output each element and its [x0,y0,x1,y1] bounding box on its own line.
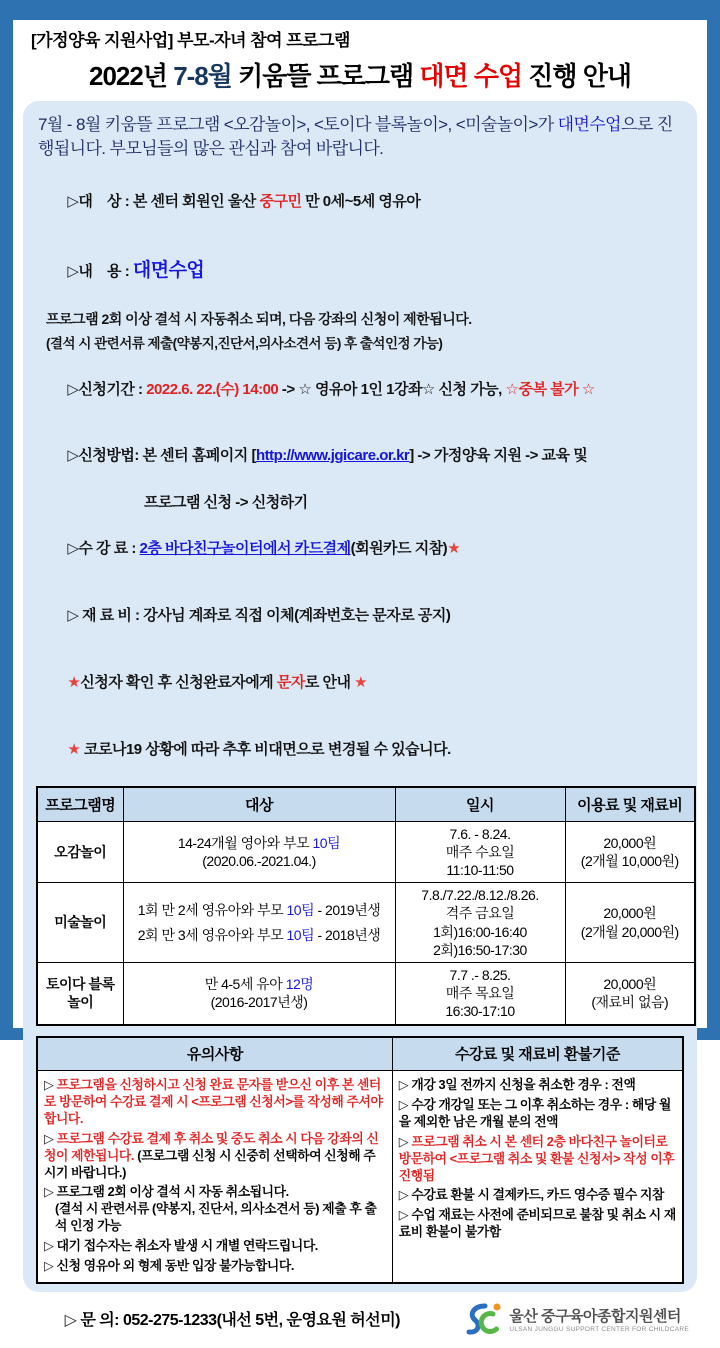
table-row [37,963,695,1025]
schedule-line: 2회)16:50-17:30 [433,941,527,958]
birth-range: (2020.06.-2021.04.) [202,852,316,869]
triangle-bullet-icon: ▷ [67,192,79,210]
program-target [123,821,395,883]
logo-text-block [509,1305,689,1333]
program-schedule [395,883,565,963]
list-item [399,1134,676,1185]
triangle-bullet-icon: ▷ [44,1077,57,1093]
notice-table-header-row [37,1037,683,1071]
target-line [38,171,684,232]
program-schedule [395,963,565,1025]
fee-label: 수 강 료 : [78,540,140,558]
period-arrow: -> [278,380,299,398]
program-fee [565,883,695,963]
triangle-bullet-icon: ▷ [67,607,79,624]
target-post: 만 0세~5세 영유아 [301,192,421,210]
fee-line: (2개월 10,000원) [580,852,679,869]
material-text: 강사님 계좌로 직접 이체(계좌번호는 문자로 공지) [143,607,451,624]
target-district: 중구민 [259,192,302,210]
schedule-line: 7.7 .- 8.25. [449,967,511,984]
triangle-bullet-icon: ▷ [67,263,79,281]
notice-text: 대기 접수자는 취소자 발생 시 개별 연락드립니다. [56,1238,318,1254]
column-header-target: 대상 [123,787,395,821]
notice-text-red: 프로그램을 신청하시고 신청 완료 문자를 받으신 이후 본 센터로 방문하여 수강료 결제 시 <프로그램 신청서>를 작성해 주셔야 합니다. [44,1077,386,1126]
method-line-2: 프로그램 신청 -> 신청하기 [144,493,308,511]
target-text: 14-24개월 영아와 부모 [177,834,313,851]
org-name-english: ULSAN JUNGGU SUPPORT CENTER FOR CHILDCARE [509,1325,689,1333]
column-header-program: 프로그램명 [37,787,123,821]
schedule-line: 7.8./7.22./8.12./8.26. [421,887,539,904]
notice-text: 수업 재료는 사전에 준비되므로 불참 및 취소 시 재료비 환불이 불가함 [398,1207,676,1240]
intro-paragraph [38,113,682,161]
schedule-line: 16:30-17:10 [445,1003,515,1020]
notice-subtext: (결석 시 관련서류 (약봉지, 진단서, 의사소견서 등) 제출 후 출석 인정 가능 [55,1201,377,1234]
column-header-schedule: 일시 [395,787,565,821]
column-header-notice: 유의사항 [37,1037,392,1071]
program-table-header-row [37,787,695,821]
triangle-bullet-icon: ▷ [44,1184,57,1200]
schedule-line: 매주 수요일 [445,843,515,860]
program-target [123,963,395,1025]
list-item [44,1131,386,1182]
center-logo-icon [463,1301,503,1337]
column-header-fee: 이용료 및 재료비 [565,787,695,821]
program-name: 토이다 블록놀이 [37,963,123,1025]
refund-list [392,1071,683,1283]
list-item [44,1184,386,1235]
team-count: 10팀 [286,926,315,943]
program-target [123,883,395,963]
list-item [44,1238,386,1255]
team-count: 12명 [285,976,314,993]
schedule-line: 1회)16:00-16:40 [433,923,527,940]
list-item [399,1097,676,1131]
schedule-line: 7.6. - 8.24. [449,825,511,842]
page-title [31,56,689,93]
schedule-line: 11:10-11:50 [446,861,514,878]
period-datetime: 2022.6. 22.(수) 14:00 [146,380,279,398]
list-item [399,1077,676,1094]
notice-table [36,1036,684,1284]
triangle-bullet-icon: ▷ [398,1097,412,1113]
document-subtitle: [가정양육 지원사업] 부모-자녀 참여 프로그램 [31,31,350,50]
triangle-bullet-icon: ▷ [67,380,79,398]
contact-line [33,1289,400,1348]
title-program: 키움뜰 프로그램 [231,61,420,91]
schedule-line: 격주 금요일 [445,905,515,922]
title-tail: 진행 안내 [522,61,631,91]
document-header [23,24,697,99]
title-months: 7-8월 [173,61,232,91]
content-line [38,238,684,304]
method-post: ] -> 가정양육 지원 -> 교육 및 [409,447,588,465]
triangle-bullet-icon: ▷ [44,1130,57,1146]
program-fee [565,821,695,883]
target-text: - 2018년생 [314,926,381,943]
intro-highlight: 대면수업 [557,115,621,134]
sms-line [38,653,684,714]
program-name: 오감놀이 [37,821,123,883]
notice-text: 수강 개강일 또는 그 이후 취소하는 경우 : 해당 월을 제외한 남은 개월 분의 전액 [398,1097,671,1129]
team-count: 10팀 [312,834,341,851]
payment-place-link[interactable]: 2층 바다친구놀이터에서 카드결제 [139,540,351,558]
covid-text: 코로나19 상황에 따라 추후 비대면으로 변경될 수 있습니다. [83,740,451,758]
fee-line: (2개월 20,000원) [580,923,679,940]
fee-line: 20,000원 [603,976,657,993]
triangle-bullet-icon: ▷ [64,1312,81,1330]
notice-text-red: 프로그램 수강료 결제 후 취소 및 중도 취소 시 다음 강좌의 신청이 제한됩니다. [44,1130,379,1163]
title-year: 2022년 [89,61,174,91]
schedule-line: 매주 목요일 [445,985,515,1002]
period-line [38,359,684,420]
target-pre: 본 센터 회원인 울산 [132,192,260,210]
star-icon: ★ [354,673,368,691]
fee-line: 20,000원 [603,905,657,922]
period-no-duplicate: ☆중복 불가 ☆ [505,380,595,398]
triangle-bullet-icon: ▷ [398,1077,412,1093]
program-table [36,786,696,1026]
triangle-bullet-icon: ▷ [44,1238,57,1254]
triangle-bullet-icon: ▷ [398,1133,412,1149]
list-item [399,1207,676,1241]
program-schedule [395,821,565,883]
notice-text: 신청 영유아 외 형제 동반 입장 불가능합니다. [56,1258,295,1274]
team-count: 10팀 [286,902,315,919]
material-line [38,586,684,647]
target-text: 만 4-5세 유아 [204,976,286,993]
notice-text: 수강료 환불 시 결제카드, 카드 영수증 필수 지참 [411,1187,664,1203]
table-row [37,883,695,963]
sms-post: 로 안내 [304,673,355,691]
triangle-bullet-icon: ▷ [67,540,79,558]
method-label: 신청방법: [78,447,143,465]
star-icon: ★ [67,673,81,691]
sms-pre: 신청자 확인 후 신청완료자에게 [80,673,277,691]
notice-text: 개강 3일 전까지 신청을 취소한 경우 : 전액 [411,1077,636,1093]
period-label: 신청기간 : [78,380,147,398]
center-logo [463,1301,689,1337]
triangle-bullet-icon: ▷ [398,1187,412,1203]
content-panel [23,101,697,1292]
contact-text: 문 의: 052-275-1233(내선 5번, 운영요원 허선미) [80,1312,400,1330]
fee-post: (회원카드 지참) [350,540,448,558]
star-icon: ★ [67,740,84,758]
program-name: 미술놀이 [37,883,123,963]
method-pre: 본 센터 홈페이지 [ [142,447,256,465]
intro-post: 으로 진행됩니다. 부모님들의 많은 관심과 참여 바랍니다. [38,115,673,159]
period-rule: ☆ 영유아 1인 1강좌☆ 신청 가능, [298,380,506,398]
absence-docs-line: (결석 시 관련서류 제출(약봉지,진단서,의사소견서 등) 후 출석인정 가능) [46,336,443,352]
list-item [44,1258,386,1275]
content-value: 대면수업 [132,260,205,282]
program-fee [565,963,695,1025]
document-page [13,20,707,1333]
content-label: 내 용 : [78,263,133,281]
target-label: 대 상 : [78,192,133,210]
fee-line: (재료비 없음) [591,994,669,1011]
intro-pre: 7월 - 8월 키움뜰 프로그램 <오감놀이>, <토이다 블록놀이>, <미술놀이>가 [38,115,558,134]
sms-keyword: 문자 [276,673,305,691]
title-highlight: 대면 수업 [419,61,523,91]
triangle-bullet-icon: ▷ [398,1207,412,1223]
document-footer [23,1296,697,1342]
notice-text: (프로그램 신청 시 신중히 선택하여 신청해 주시기 바랍니다.) [44,1147,376,1180]
notice-list [37,1071,392,1283]
notice-text: 프로그램 2회 이상 결석 시 자동 취소됩니다. [56,1184,289,1200]
birth-range: (2016-2017년생) [210,994,308,1011]
triangle-bullet-icon: ▷ [44,1258,57,1274]
absence-warning-line: 프로그램 2회 이상 결석 시 자동취소 되며, 다음 강좌의 신청이 제한됩니다. [46,311,472,328]
column-header-refund: 수강료 및 재료비 환불기준 [392,1037,683,1071]
star-icon: ★ [447,540,461,558]
notice-text-red: 프로그램 취소 시 본 센터 2층 바다친구 놀이터로 방문하여 <프로그램 취소 및 환불 신청서> 작성 이후 진행됨 [398,1133,678,1183]
org-name-korean: 울산 중구육아종합지원센터 [509,1307,681,1325]
fee-line: 20,000원 [603,834,657,851]
triangle-bullet-icon: ▷ [67,447,79,465]
target-text: - 2019년생 [314,902,381,919]
list-item [399,1187,676,1204]
material-label: 재 료 비 : [78,607,144,624]
notice-content-row [37,1071,683,1283]
fee-line [38,519,684,580]
target-text: 1회 만 2세 영유아와 부모 [137,902,287,919]
table-row [37,821,695,883]
method-line [38,426,684,487]
target-text: 2회 만 3세 영유아와 부모 [137,926,287,943]
homepage-link[interactable]: http://www.jgicare.or.kr [255,447,410,465]
covid-line [38,719,684,780]
list-item [44,1077,386,1128]
